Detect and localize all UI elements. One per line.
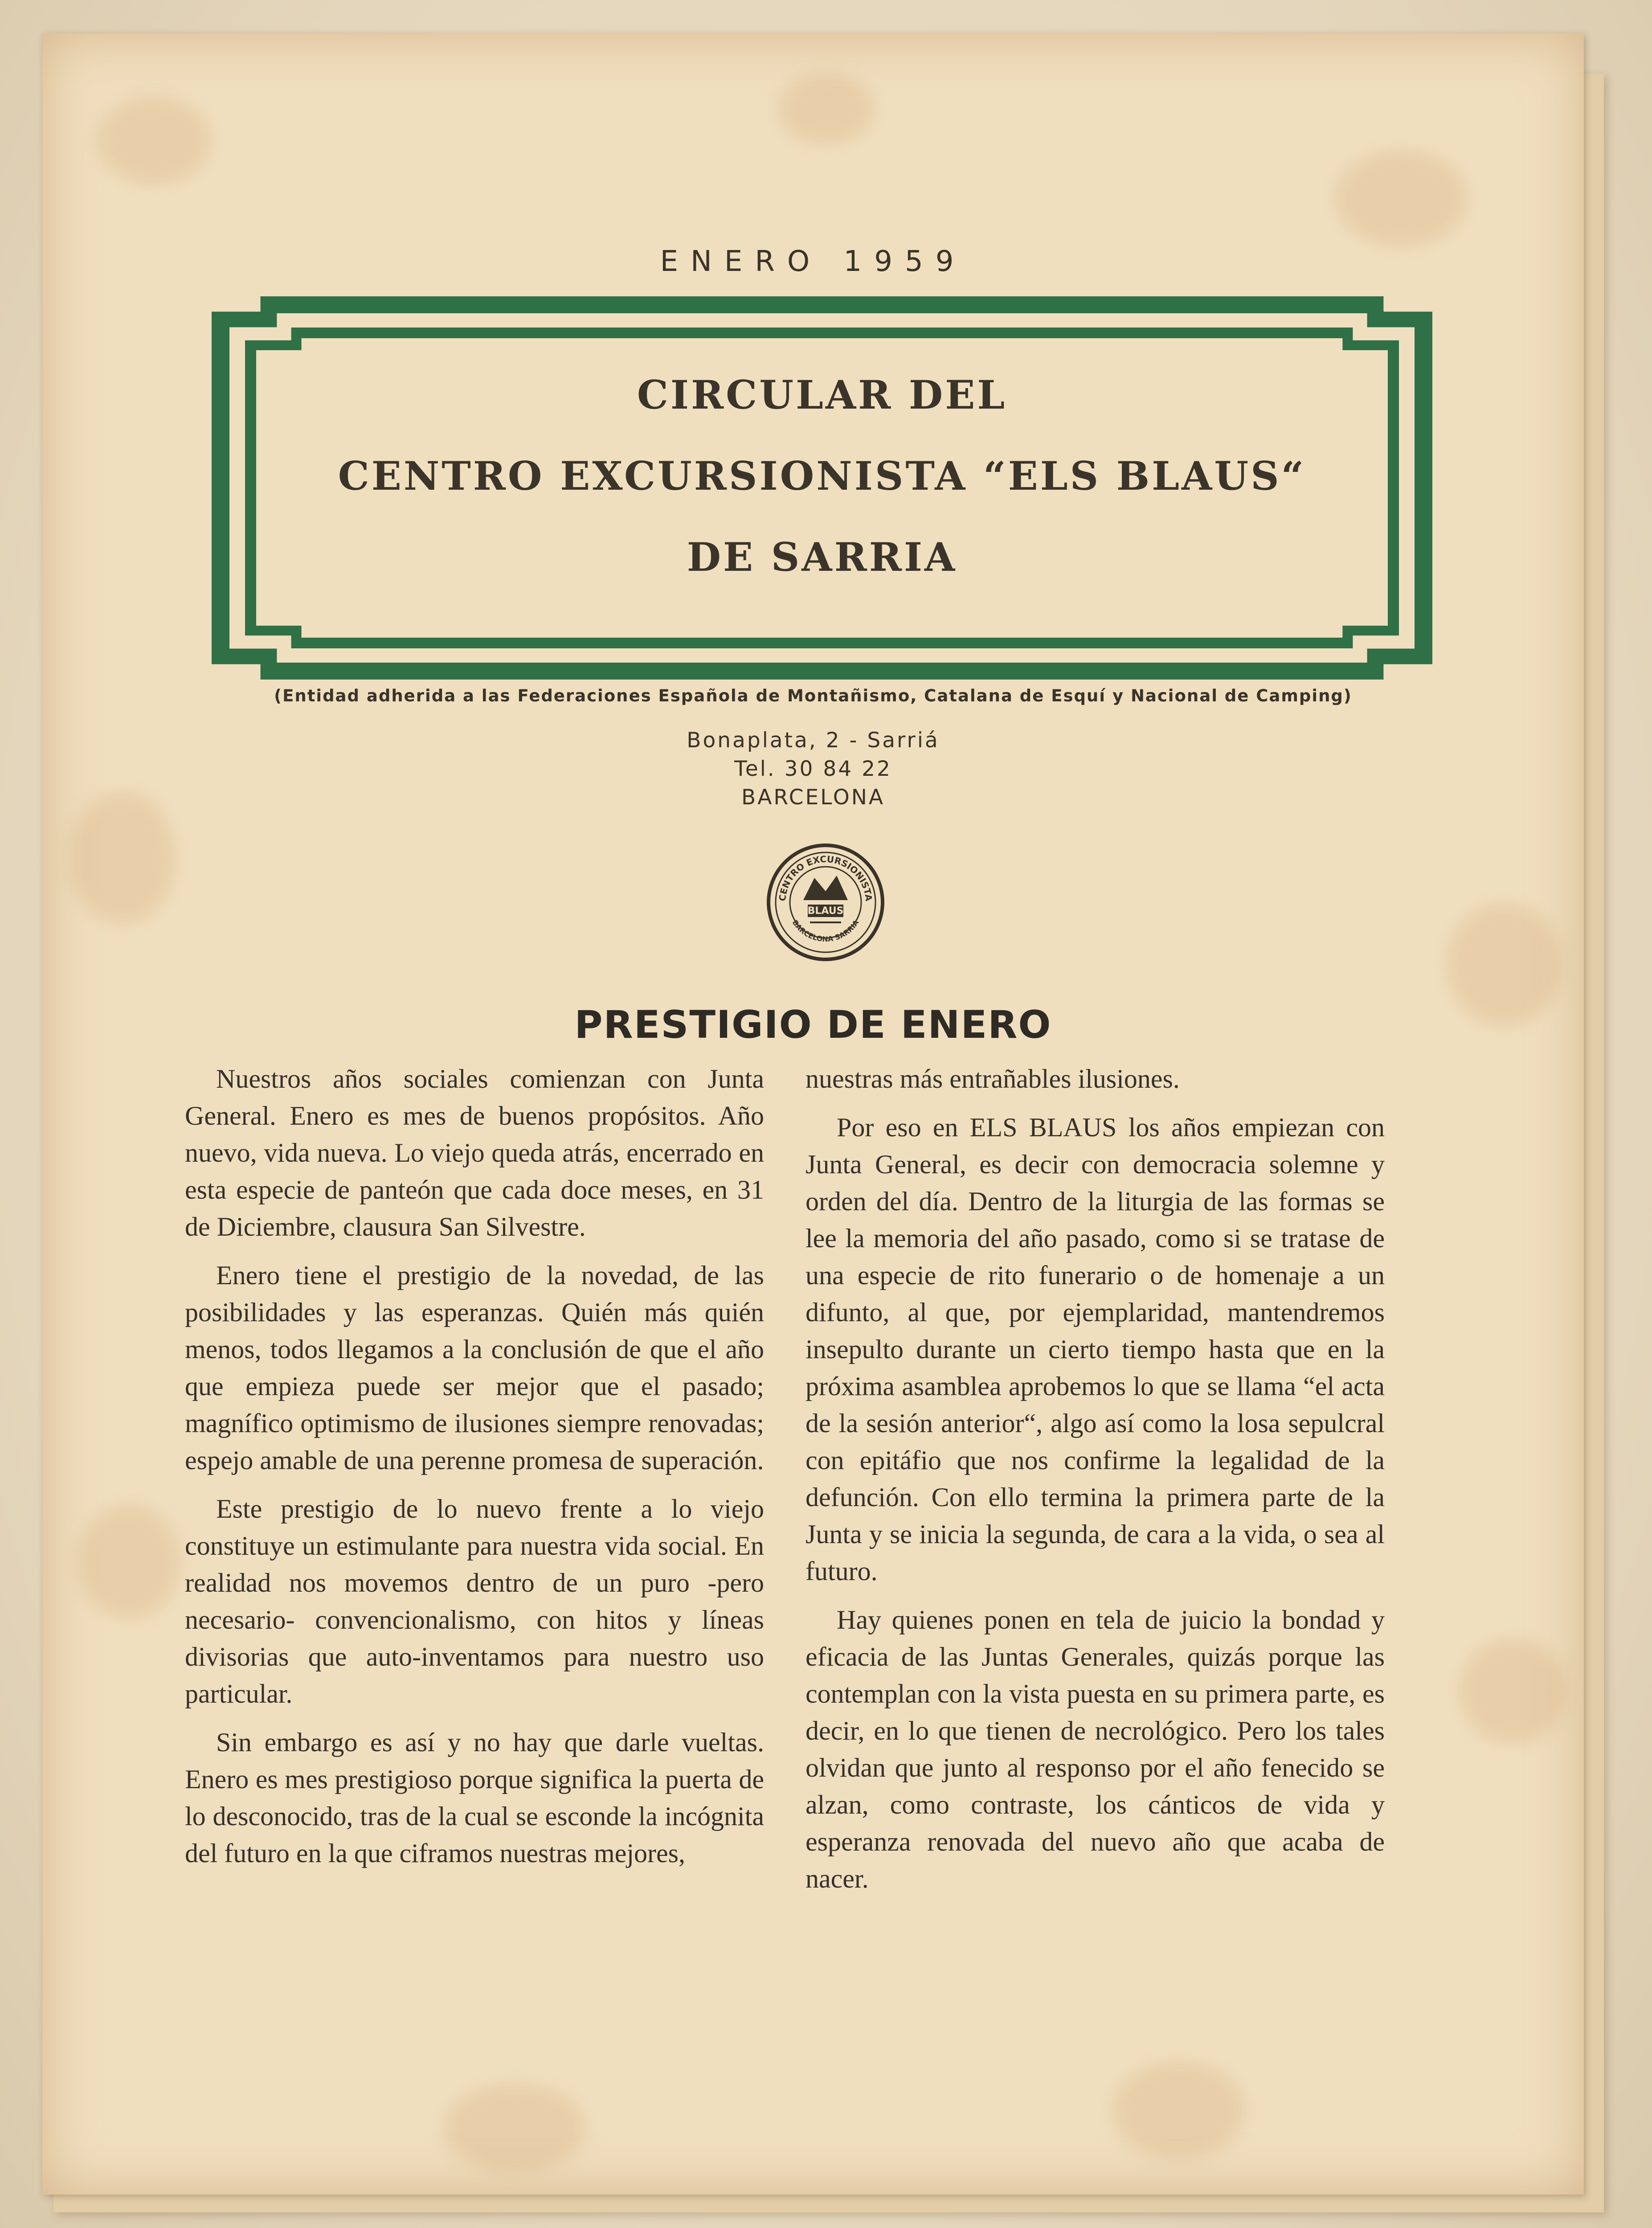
- svg-text:BARCELONA SARRIA: BARCELONA SARRIA: [790, 918, 861, 943]
- age-stain: [1334, 149, 1468, 247]
- age-stain: [443, 2083, 586, 2172]
- address-street: Bonaplata, 2 - Sarriá: [687, 728, 940, 753]
- masthead-line-2: CENTRO EXCURSIONISTA “ELS BLAUS“: [338, 453, 1306, 499]
- paragraph: Hay quienes ponen en tela de juicio la bondad y eficacia de las Juntas Generales, quizás porque las contemplan con la vista puesta en su primera parte, es decir, en lo que tienen de necrológico. Pero los tales olvidan que junto al responso por el año fenecido se alzan, como contraste, los cánticos de vida y esperanza renovada del nuevo año que acaba de nacer.: [806, 1605, 1385, 1893]
- masthead-title: [256, 354, 1388, 598]
- age-stain: [1112, 2061, 1245, 2159]
- svg-text:BLAUS: BLAUS: [807, 905, 844, 917]
- age-stain: [78, 1504, 180, 1620]
- paragraph: Sin embargo es así y no hay que darle vueltas. Enero es mes prestigioso porque significa la puerta de lo desconocido, tras de la cual se esconde la incógnita del futuro en la que ciframos nuestras mejores,: [185, 1728, 764, 1868]
- article-left-column: [185, 1061, 764, 1884]
- age-stain: [1459, 1638, 1566, 1745]
- masthead-line-1: CIRCULAR DEL: [637, 372, 1007, 418]
- paragraph-continuation: nuestras más entrañables ilusiones.: [806, 1064, 1180, 1094]
- paragraph: Este prestigio de lo nuevo frente a lo viejo constituye un estimulante para nuestra vida social. En realidad nos movemos dentro de un puro -pero necesario- convencionalismo, con hitos y líneas divisorias que auto-inventamos para nuestro uso particular.: [185, 1494, 764, 1708]
- address-block: [42, 726, 1584, 812]
- address-city: BARCELONA: [741, 785, 885, 810]
- paragraph: Enero tiene el prestigio de la novedad, de las posibilidades y las esperanzas. Quién más quién menos, todos llegamos a la conclusión de que el año que empieza puede ser mejor que el pasado; magnífico optimismo de ilusiones siempre renovadas; espejo amable de una perenne promesa de superación.: [185, 1261, 764, 1475]
- issue-date: ENERO 1959: [660, 245, 966, 278]
- address-phone: Tel. 30 84 22: [734, 757, 892, 781]
- masthead-line-3: DE SARRIA: [687, 534, 957, 580]
- age-stain: [96, 96, 212, 185]
- age-stain: [777, 74, 875, 145]
- paragraph: Por eso en ELS BLAUS los años empiezan con Junta General, es decir con democracia solemne y orden del día. Dentro de la liturgia de las formas se lee la memoria del año pasado, como si se tratase de una especie de rito funerario o de homenaje a un difunto, al que, por ejemplaridad, mantendremos insepulto durante un cierto tiempo hasta que en la próxima asamblea aprobemos lo que se llama “el acta de la sesión anterior“, algo así como la losa sepulcral con epitáfio que nos confirme la legalidad de la defunción. Con ello termina la primera parte de la Junta y se inicia la segunda, de cara a la vida, o sea al futuro.: [806, 1113, 1385, 1586]
- club-seal-icon: [765, 842, 886, 962]
- federations-note: (Entidad adherida a las Federaciones Española de Montañismo, Catalana de Esquí y Nacional de Camping): [274, 686, 1352, 705]
- svg-text:CENTRO EXCURSIONISTA: CENTRO EXCURSIONISTA: [777, 853, 875, 902]
- paragraph: Nuestros años sociales comienzan con Junta General. Enero es mes de buenos propósitos. Año nuevo, vida nueva. Lo viejo queda atrás, encerrado en esta especie de panteón que cada doce meses, en 31 de Diciembre, clausura San Silvestre.: [185, 1064, 764, 1241]
- article-headline: PRESTIGIO DE ENERO: [574, 1003, 1052, 1047]
- article-right-column: [806, 1061, 1385, 1909]
